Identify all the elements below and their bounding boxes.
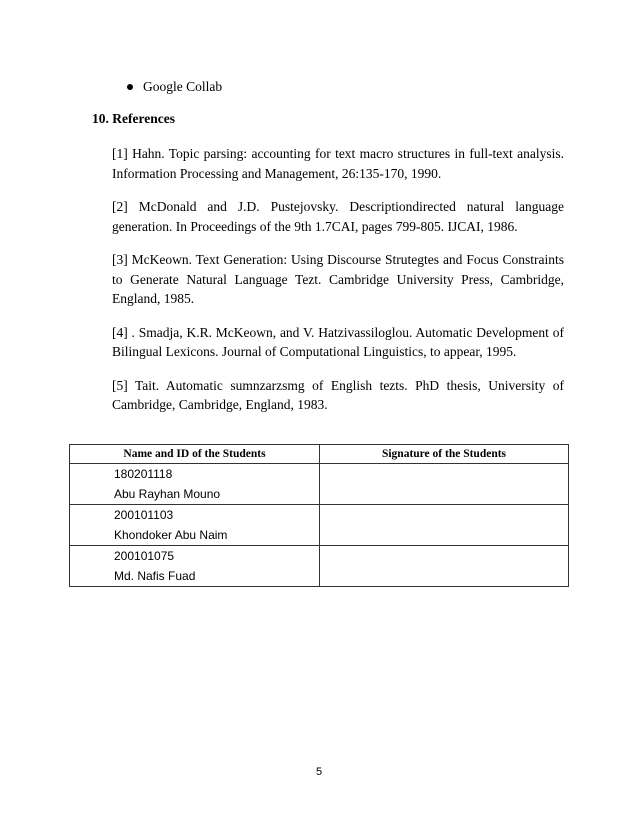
signature-header: Signature of the Students [320, 445, 569, 464]
table-row [70, 464, 569, 505]
signature-cell [320, 505, 569, 546]
student-name: Md. Nafis Fuad [114, 569, 196, 583]
page-number: 5 [315, 766, 323, 778]
bullet-icon [127, 84, 133, 90]
reference-item: [2] McDonald and J.D. Pustejovsky. Descriptiondirected natural language generation. In Proceedings of the 9th 1.7CAI, pages 799-805. IJCAI, 1986. [112, 199, 564, 234]
table-row [70, 505, 569, 546]
students-table [69, 444, 569, 587]
signature-cell [320, 546, 569, 587]
references-list [112, 144, 564, 429]
reference-item: [3] McKeown. Text Generation: Using Discourse Strutegtes and Focus Constraints to Generate Natural Language Tezt. Cambridge University Press, Cambridge, England, 1985. [112, 252, 564, 306]
bullet-list-item [127, 78, 222, 96]
reference-item: [1] Hahn. Topic parsing: accounting for text macro structures in full-text analysis. Information Processing and Management, 26:135-170, 1990. [112, 146, 564, 181]
student-cell [70, 464, 320, 505]
table-header-row [70, 445, 569, 464]
table-row [70, 546, 569, 587]
student-name: Abu Rayhan Mouno [114, 487, 221, 501]
student-id: 200101103 [114, 508, 174, 522]
reference-item: [4] . Smadja, K.R. McKeown, and V. Hatzivassiloglou. Automatic Development of Bilingual Lexicons. Journal of Computational Linguistics, to appear, 1995. [112, 324, 564, 359]
student-name: Khondoker Abu Naim [114, 528, 228, 542]
student-id: 180201118 [114, 467, 173, 481]
section-heading: 10. References [92, 111, 175, 126]
signature-cell [320, 464, 569, 505]
student-id: 200101075 [114, 549, 175, 563]
student-cell [70, 546, 320, 587]
student-cell [70, 505, 320, 546]
reference-item: [5] Tait. Automatic sumnzarzsmg of English tezts. PhD thesis, University of Cambridge, Cambridge, England, 1983. [112, 377, 564, 412]
name-id-header: Name and ID of the Students [70, 445, 320, 464]
bullet-item-text: Google Collab [143, 79, 223, 94]
